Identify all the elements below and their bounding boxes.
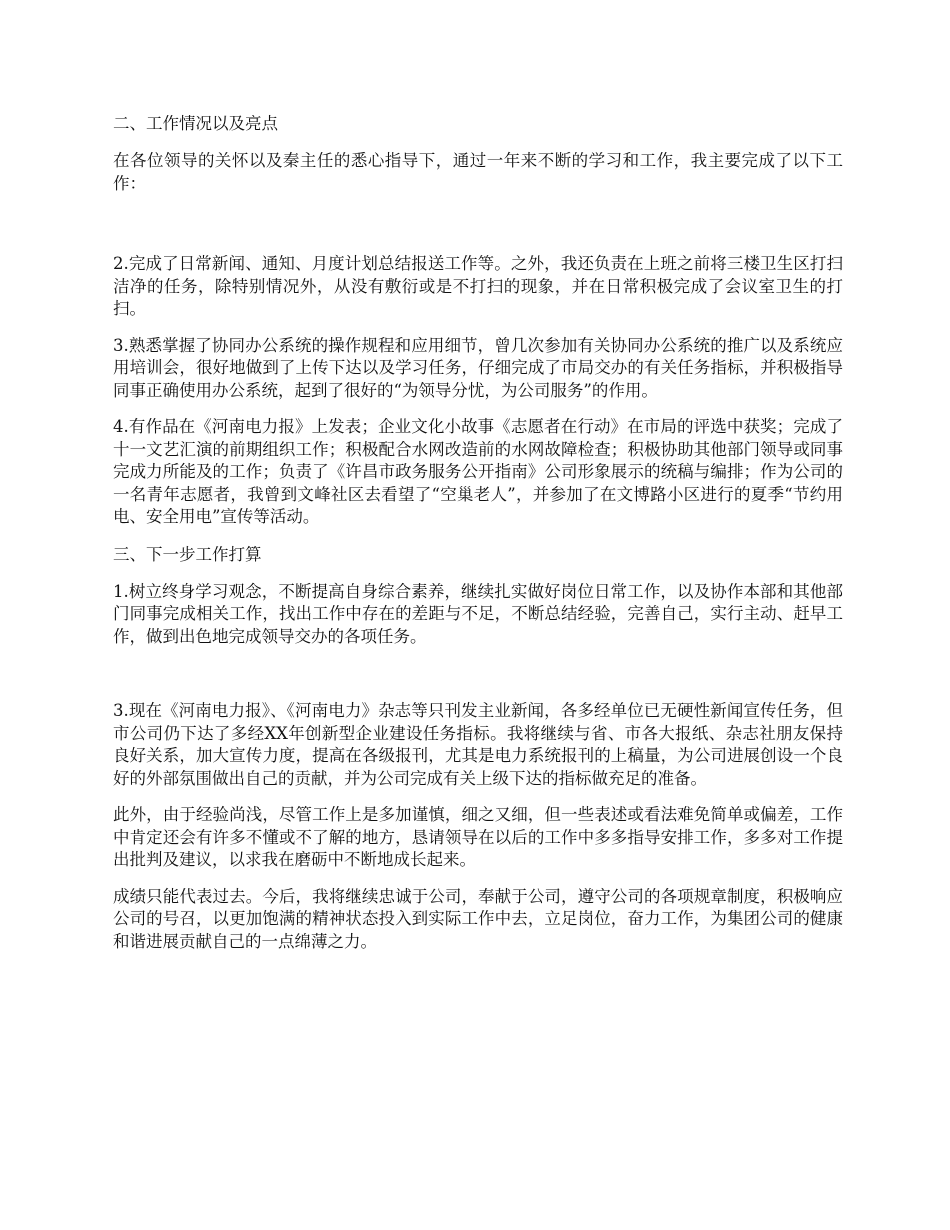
blank-spacer xyxy=(113,662,843,700)
plan-item-1: 1.树立终身学习观念，不断提高自身综合素养，继续扎实做好岗位日常工作，以及协作本部和其他部门同事完成相关工作，找出工作中存在的差距与不足，不断总结经验，完善自己，实行主动、赶早工作，做到出色地完成领导交办的各项任务。 xyxy=(113,581,843,646)
work-item-4: 4.有作品在《河南电力报》上发表；企业文化小故事《志愿者在行动》在市局的评选中获奖；完成了十一文艺汇演的前期组织工作；积极配合水网改造前的水网故障检查；积极协助其他部门领导或同事完成力所能及的工作；负责了《许昌市政务服务公开指南》公司形象展示的统稿与编排；作为公司的一名青年志愿者，我曾到文峰社区去看望了“空巢老人”，并参加了在文博路小区进行的夏季“节约用电、安全用电”宣传等活动。 xyxy=(113,417,843,526)
humility-paragraph: 此外，由于经验尚浅，尽管工作上是多加谨慎，细之又细，但一些表述或看法难免简单或偏差，工作中肯定还会有许多不懂或不了解的地方，恳请领导在以后的工作中多多指导安排工作，多多对工作提出批判及建议，以求我在磨砺中不断地成长起来。 xyxy=(113,805,843,869)
section-heading-work-status: 二、工作情况以及亮点 xyxy=(113,114,278,133)
section-heading-next-steps: 三、下一步工作打算 xyxy=(113,544,262,564)
blank-spacer xyxy=(113,209,843,253)
work-item-2: 2.完成了日常新闻、通知、月度计划总结报送工作等。之外，我还负责在上班之前将三楼卫生区打扫洁净的任务，除特别情况外，从没有敷衍或是不打扫的现象，并在日常积极完成了会议室卫生的打扫。 xyxy=(113,254,843,318)
closing-paragraph: 成绩只能代表过去。今后，我将继续忠诚于公司，奉献于公司，遵守公司的各项规章制度，积极响应公司的号召，以更加饱满的精神状态投入到实际工作中去，立足岗位，奋力工作，为集团公司的健康和谐进展贡献自己的一点绵薄之力。 xyxy=(113,886,843,951)
plan-item-3: 3.现在《河南电力报》、《河南电力》杂志等只刊发主业新闻，各多经单位已无硬性新闻宣传任务，但市公司仍下达了多经XX年创新型企业建设任务指标。我将继续与省、市各大报纸、杂志社朋友保持良好关系，加大宣传力度，提高在各级报刊，尤其是电力系统报刊的上稿量，为公司进展创设一个良好的外部氛围做出自己的贡献，并为公司完成有关上级下达的指标做充足的准备。 xyxy=(113,701,843,788)
intro-paragraph: 在各位领导的关怀以及秦主任的悉心指导下，通过一年来不断的学习和工作，我主要完成了以下工作： xyxy=(113,151,843,193)
document-body xyxy=(113,112,843,967)
work-item-3: 3.熟悉掌握了协同办公系统的操作规程和应用细节，曾几次参加有关协同办公系统的推广以及系统应用培训会，很好地做到了上传下达以及学习任务，仔细完成了市局交办的有关任务指标，并积极指导同事正确使用办公系统，起到了很好的“为领导分忧，为公司服务”的作用。 xyxy=(113,335,843,400)
